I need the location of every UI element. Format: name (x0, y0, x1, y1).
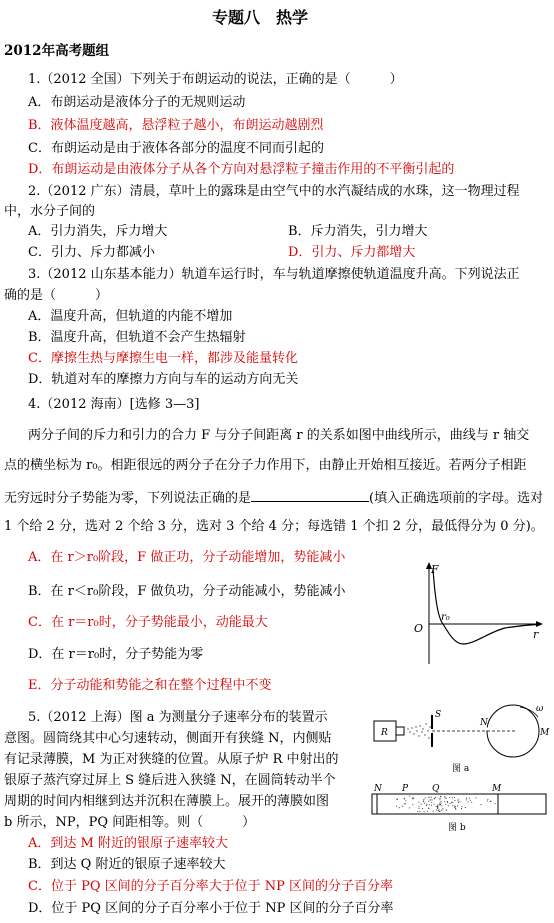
q4-para-3-start: 无穷远时分子势能为零，下列说法正确的是 (4, 491, 252, 506)
q1-stem: 1.（2012 全国）下列关于布朗运动的说法，正确的是（ ） (28, 72, 403, 87)
q4-heading: 4.（2012 海南）[选修 3—3] (28, 397, 200, 412)
answer-blank (251, 489, 369, 502)
q5-line-2: 意图。圆筒绕其中心匀速转动，侧面开有狭缝 N，内侧贴 (4, 731, 332, 746)
force-distance-figure (405, 560, 545, 670)
figure-b-caption: 图 b (448, 823, 466, 833)
figure-a-caption: 图 a (452, 764, 470, 774)
vapor-beam (407, 723, 430, 738)
film-n-label: N (374, 784, 382, 794)
film-p-label: P (402, 784, 409, 794)
q5-option-d: D．位于 PQ 区间的分子百分率小于位于 NP 区间的分子百分率 (28, 901, 394, 916)
q4-option-b: B．在 r＜r₀阶段，F 做负功，分子动能减小，势能减小 (28, 584, 346, 599)
q4-para-2: 点的横坐标为 r₀。相距很远的两分子在分子力作用下，由静止开始相互接近。若两分子相距 (4, 458, 527, 473)
q5-line-3: 有记录薄膜，M 为正对狭缝的位置。从原子炉 R 中射出的 (4, 752, 339, 767)
q4-para-1: 两分子间的斥力和引力的合力 F 与分子间距离 r 的关系如图中曲线所示，曲线与 r 轴交 (28, 428, 530, 443)
position-m-label: M (540, 728, 550, 738)
force-curve (433, 568, 537, 644)
q3-stem-cont: 确的是（ ） (4, 288, 109, 303)
origin-label: O (414, 622, 424, 635)
q5-line-5: 周期的时间内相继到达并沉积在薄膜上。展开的薄膜如图 (4, 794, 330, 809)
q4-option-d: D．在 r＝r₀时，分子势能为零 (28, 647, 204, 662)
q4-option-c: C．在 r＝r₀时，分子势能最小，动能最大 (28, 615, 268, 630)
q5-line-4: 银原子蒸汽穿过屏上 S 缝后进入狭缝 N，在圆筒转动半个 (4, 773, 336, 788)
q2-stem: 2.（2012 广东）清晨，草叶上的露珠是由空气中的水汽凝结成的水珠，这一物理过程 (28, 184, 520, 199)
q1-option-b: B．液体温度越高，悬浮粒子越小，布朗运动越剧烈 (28, 118, 324, 133)
film-strip (372, 794, 546, 814)
r-axis-label: r (533, 628, 539, 641)
q4-para-4: 1 个给 2 分，选对 2 个给 3 分，选对 3 个给 4 分；每选错 1 个扣 2 分，最低得分为 0 分)。 (4, 519, 544, 534)
q3-option-b: B．温度升高，但轨道不会产生热辐射 (28, 330, 246, 345)
q5-line-6: b 所示，NP，PQ 间距相等。则（ ） (4, 815, 256, 830)
q2-option-a: A．引力消失，斥力增大 (28, 224, 168, 239)
q1-option-a: A．布朗运动是液体分子的无规则运动 (28, 95, 246, 110)
q5-line-1: 5.（2012 上海）图 a 为测量分子速率分布的装置示 (28, 710, 328, 725)
furnace-label: R (381, 728, 388, 738)
q1-option-d: D．布朗运动是由液体分子从各个方向对悬浮粒子撞击作用的不平衡引起的 (28, 162, 455, 177)
q2-option-d: D．引力、斥力都增大 (288, 245, 416, 260)
film-q-label: Q (432, 784, 440, 794)
film-figure-b (368, 782, 550, 834)
q2-option-c: C．引力、斥力都减小 (28, 245, 155, 260)
apparatus-figure-a (370, 705, 550, 775)
q3-option-c: C．摩擦生热与摩擦生电一样，都涉及能量转化 (28, 351, 298, 366)
q3-stem: 3.（2012 山东基本能力）轨道车运行时，车与轨道摩擦使轨道温度升高。下列说法正 (28, 267, 520, 282)
q2-option-b: B．斥力消失，引力增大 (288, 224, 428, 239)
r-axis-arrow (536, 621, 543, 627)
q5-option-c: C．位于 PQ 区间的分子百分率大于位于 NP 区间的分子百分率 (28, 879, 394, 894)
q3-option-a: A．温度升高，但轨道的内能不增加 (28, 309, 233, 324)
q4-option-a: A．在 r＞r₀阶段，F 做正功，分子动能增加，势能减小 (28, 550, 346, 565)
q4-para-3-end: (填入正确选项前的字母。选对 (369, 491, 544, 506)
furnace-nozzle (396, 727, 404, 735)
screen-label: S (435, 710, 442, 720)
slit-label: N (480, 718, 488, 728)
q2-stem-cont: 中，水分子间的 (4, 204, 96, 219)
page-title: 专题八 热学 (212, 8, 309, 27)
q4-option-e: E．分子动能和势能之和在整个过程中不变 (28, 678, 272, 693)
q5-option-b: B．到达 Q 附近的银原子速率较大 (28, 857, 226, 872)
omega-label: ω (536, 704, 544, 714)
f-axis-label: F (431, 563, 439, 576)
film-m-label: M (492, 784, 502, 794)
section-heading: 2012年高考题组 (4, 43, 110, 59)
q4-para-3 (4, 489, 543, 507)
q5-option-a: A．到达 M 附近的银原子速率较大 (28, 836, 228, 851)
r0-label: r₀ (441, 612, 450, 623)
q1-option-c: C．布朗运动是由于液体各部分的温度不同而引起的 (28, 141, 324, 156)
q3-option-d: D．轨道对车的摩擦力方向与车的运动方向无关 (28, 372, 299, 387)
